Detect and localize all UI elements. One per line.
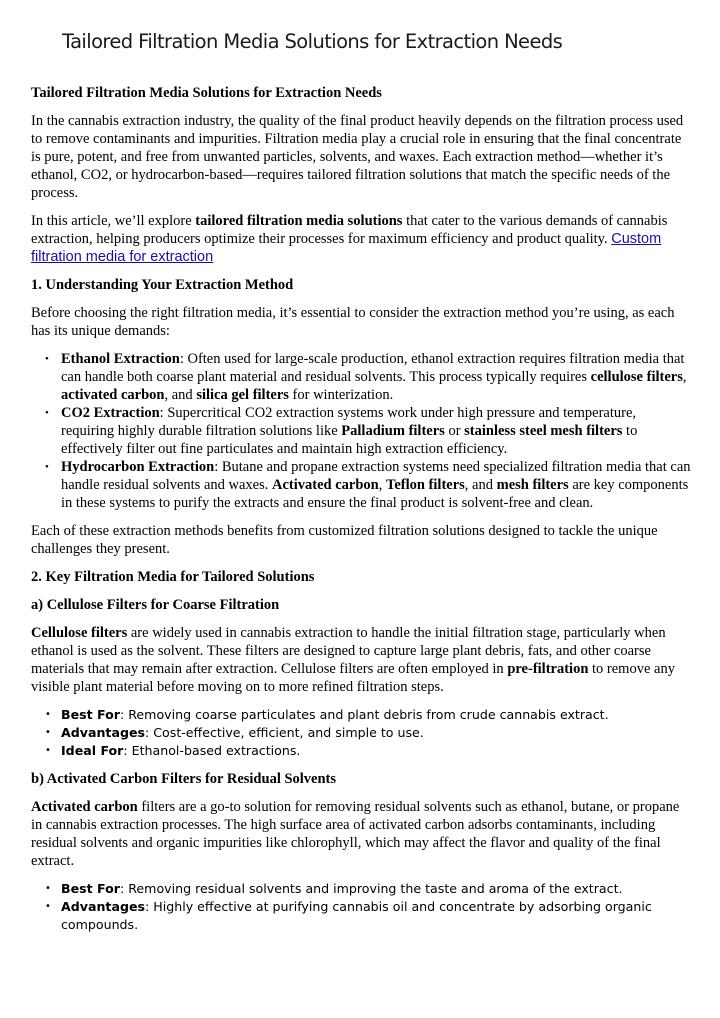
section-2b-heading: b) Activated Carbon Filters for Residual Solvents	[31, 771, 337, 787]
cellulose-text-1: are widely used in cannabis extraction to handle the initial filtration stage, particularly when ethanol is used as the solvent. These filters are designed to capture large plant debris, fats, and other coarse materials that may remain after extraction. Cellulose filters are often employed in	[31, 625, 666, 677]
feature-text: : Removing coarse particulates and plant debris from crude cannabis extract.	[120, 707, 609, 722]
activated-carbon-bold: Activated carbon	[31, 799, 138, 815]
section-2b-paragraph	[31, 798, 691, 870]
feature-label: Best For	[61, 881, 120, 896]
feature-text: : Cost-effective, efficient, and simple to use.	[145, 725, 424, 740]
co2-text-3: to effectively filter out fine particulates and maintain high extraction efficiency.	[61, 423, 638, 457]
hydro-text-2: ,	[378, 477, 386, 493]
ethanol-text-3: , and	[164, 387, 197, 403]
feature-text: : Ethanol-based extractions.	[123, 743, 301, 758]
co2-bold-1: Palladium filters	[341, 423, 445, 439]
cellulose-text-2: to remove any visible plant material before moving on to more refined filtration steps.	[31, 661, 675, 695]
list-item-ethanol	[61, 350, 691, 404]
co2-bold-2: stainless steel mesh filters	[464, 423, 623, 439]
ethanol-label: Ethanol Extraction	[61, 351, 180, 367]
list-item	[61, 880, 691, 898]
hydro-label: Hydrocarbon Extraction	[61, 459, 215, 475]
ethanol-text-2: ,	[682, 369, 687, 385]
intro-text-c: that cater to the various demands of cannabis extraction, helping producers optimize their processes for maximum efficiency and product quality.	[31, 213, 668, 247]
feature-label: Advantages	[61, 899, 146, 914]
cellulose-bold: Cellulose filters	[31, 625, 128, 641]
ethanol-bold-1: cellulose filters	[590, 369, 683, 385]
carbon-features-list	[31, 880, 691, 934]
list-item	[61, 898, 691, 934]
article-heading: Tailored Filtration Media Solutions for Extraction Needs	[31, 85, 382, 101]
hydro-bold-2: Teflon filters	[385, 477, 465, 493]
section-1-intro: Before choosing the right filtration media, it’s essential to consider the extraction method you’re using, as each has its unique demands:	[31, 305, 675, 339]
hydro-text-3: , and	[464, 477, 497, 493]
article-body	[31, 84, 691, 944]
section-1-outro: Each of these extraction methods benefits from customized filtration solutions designed to tackle the unique challenges they present.	[31, 523, 658, 557]
list-item	[61, 742, 691, 760]
page-header-title: Tailored Filtration Media Solutions for Extraction Needs	[62, 30, 563, 53]
section-1-heading: 1. Understanding Your Extraction Method	[31, 277, 294, 293]
feature-label: Advantages	[61, 725, 146, 740]
hydro-bold-3: mesh filters	[496, 477, 569, 493]
list-item-hydrocarbon	[61, 458, 691, 512]
ethanol-bold-3: silica gel filters	[196, 387, 289, 403]
feature-text: : Highly effective at purifying cannabis oil and concentrate by adsorbing organic compounds.	[61, 899, 652, 932]
feature-label: Ideal For	[61, 743, 124, 758]
co2-text-2: or	[444, 423, 465, 439]
co2-label: CO2 Extraction	[61, 405, 160, 421]
ethanol-text-4: for winterization.	[288, 387, 394, 403]
extraction-methods-list	[31, 350, 691, 512]
section-2a-heading: a) Cellulose Filters for Coarse Filtration	[31, 597, 280, 613]
feature-label: Best For	[61, 707, 120, 722]
activated-carbon-text: filters are a go-to solution for removing residual solvents such as ethanol, butane, or propane in cannabis extraction processes. The high surface area of activated carbon adsorbs contaminants, including residual solvents and organic impurities like chlorophyll, which may affect the flavor and quality of the final extract.	[31, 799, 680, 869]
feature-text: : Removing residual solvents and improving the taste and aroma of the extract.	[120, 881, 623, 896]
intro-text-a: In this article, we’ll explore	[31, 213, 196, 229]
list-item	[61, 724, 691, 742]
intro-bold-term: tailored filtration media solutions	[195, 213, 403, 229]
intro-paragraph-2	[31, 212, 691, 266]
prefiltration-bold: pre-filtration	[507, 661, 589, 677]
custom-filtration-link[interactable]: Custom filtration media for extraction	[31, 231, 662, 265]
intro-paragraph-1: In the cannabis extraction industry, the quality of the final product heavily depends on the filtration process used to remove contaminants and impurities. Filtration media play a crucial role in ensuring that the final concentrate is pure, potent, and free from unwanted particles, solvents, and waxes. Each extraction method—whether it’s ethanol, CO2, or hydrocarbon-based—requires tailored filtration solutions that match the specific needs of the process.	[31, 113, 684, 201]
ethanol-text-1: : Often used for large-scale production, ethanol extraction requires filtration media that can handle both coarse plant material and residual solvents. This process typically requires	[61, 351, 685, 385]
cellulose-features-list	[31, 706, 691, 760]
section-2-heading: 2. Key Filtration Media for Tailored Solutions	[31, 569, 315, 585]
list-item	[61, 706, 691, 724]
ethanol-bold-2: activated carbon	[61, 387, 165, 403]
section-2a-paragraph	[31, 624, 691, 696]
hydro-text-4: are key components in these systems to purify the extracts and ensure the final product is solvent-free and clean.	[61, 477, 689, 511]
list-item-co2	[61, 404, 691, 458]
hydro-bold-1: Activated carbon	[272, 477, 379, 493]
hydro-text-1: : Butane and propane extraction systems need specialized filtration media that can handle residual solvents and waxes.	[61, 459, 691, 493]
co2-text-1: : Supercritical CO2 extraction systems work under high pressure and temperature, requiring highly durable filtration solutions like	[61, 405, 637, 439]
